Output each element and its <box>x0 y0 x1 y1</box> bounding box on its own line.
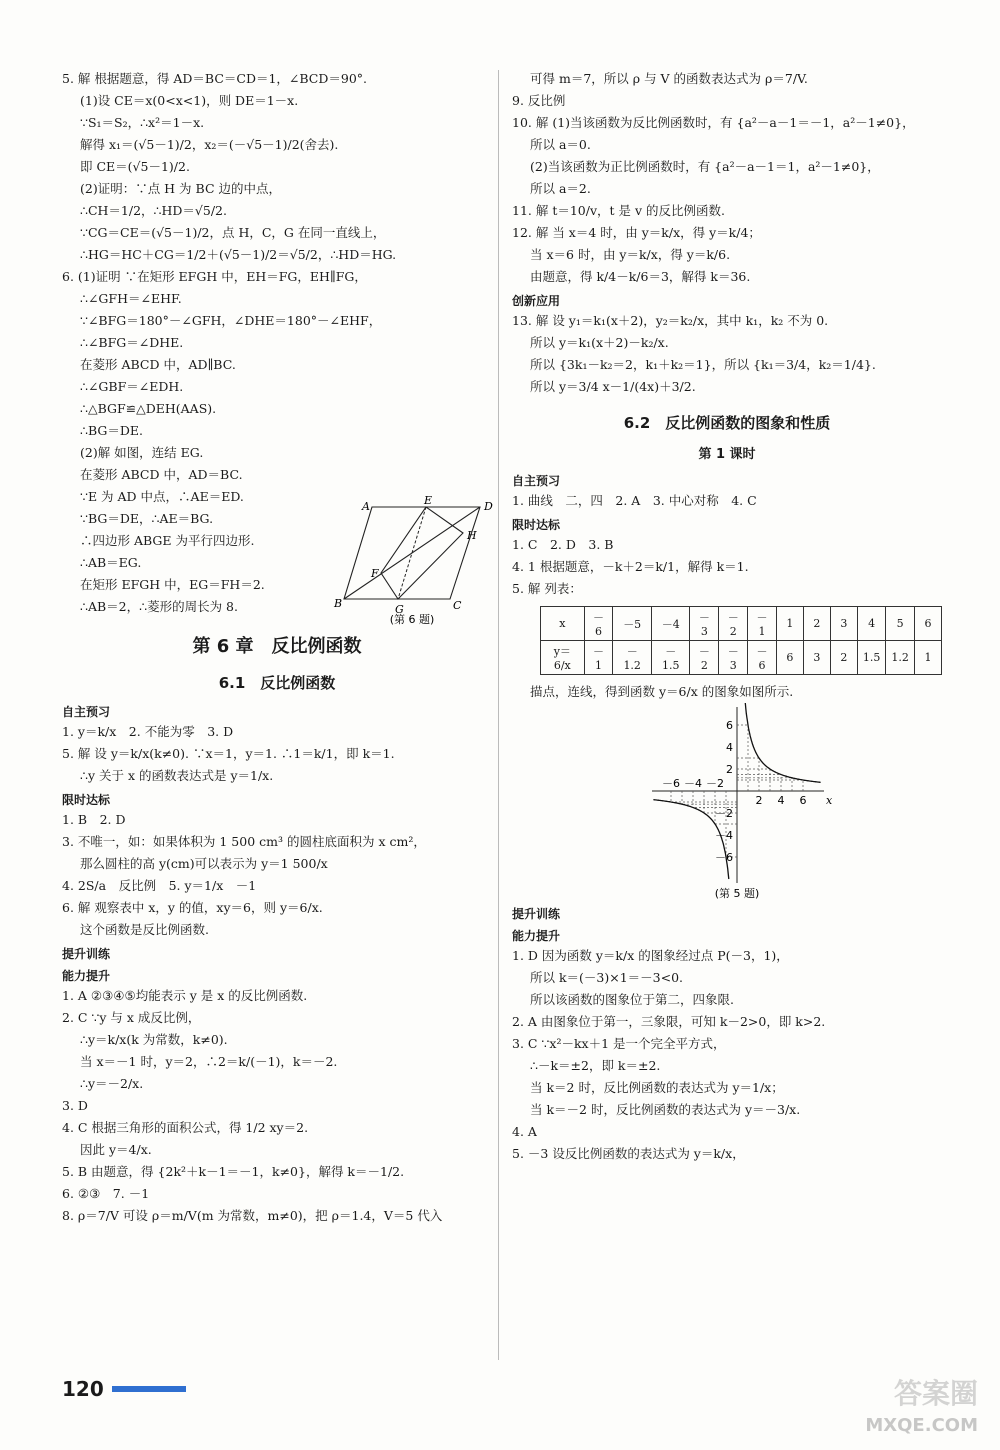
text-line: 因此 y＝4/x. <box>80 1142 152 1157</box>
vertex-label: G <box>395 603 404 616</box>
figure-caption: (第 5 题) <box>714 887 760 900</box>
text-line: 4. 2S/a 反比例 5. y＝1/x －1 <box>62 878 257 893</box>
right-bottom-block <box>512 905 942 1165</box>
right-top-block <box>512 68 942 600</box>
text-line: (2)证明：∵点 H 为 BC 边的中点， <box>80 181 281 196</box>
text-line: ∴BG＝DE. <box>80 423 143 438</box>
section-label: 能力提升 <box>512 929 561 943</box>
text-line: (2)解 如图，连结 EG. <box>80 445 204 460</box>
table-cell: 4 <box>857 607 886 641</box>
y-tick-label: 2 <box>726 763 733 776</box>
x-tick-label: 4 <box>777 794 785 807</box>
page-number-bar <box>112 1386 186 1392</box>
table-header-y: y＝6/x <box>541 641 585 675</box>
vertex-label: D <box>484 500 493 513</box>
section-label: 提升训练 <box>62 947 111 961</box>
table-cell: －3 <box>719 641 748 675</box>
rectangle-efgh <box>381 507 463 599</box>
table-cell: 2 <box>830 641 857 675</box>
text-line: 3. 不唯一，如：如果体积为 1 500 cm³ 的圆柱底面积为 x cm²， <box>62 834 426 849</box>
text-line: 在矩形 EFGH 中，EG＝FH＝2. <box>80 577 265 592</box>
y-tick-label: －2 <box>715 807 733 820</box>
text-line: 那么圆柱的高 y(cm)可以表示为 y＝1 500/x <box>80 856 328 871</box>
text-line: 可得 m＝7，所以 ρ 与 V 的函数表达式为 ρ＝7/V. <box>530 71 808 86</box>
watermark-text: MXQE.COM <box>865 1415 978 1436</box>
text-line: 2. A 由图象位于第一，三象限，可知 k－2>0，即 k>2. <box>512 1014 826 1029</box>
text-line: 1. C 2. D 3. B <box>512 537 614 552</box>
text-line: 6. 解 观察表中 x，y 的值，xy＝6，则 y＝6/x. <box>62 900 323 915</box>
text-line: 在菱形 ABCD 中，AD＝BC. <box>80 467 243 482</box>
table-cell: －6 <box>584 607 613 641</box>
x-tick-label: －6 <box>662 777 680 790</box>
text-line: 所以 a＝2. <box>530 181 591 196</box>
text-line: 1. D 因为函数 y＝k/x 的图象经过点 P(－3，1)， <box>512 948 789 963</box>
text-line: ∴y 关于 x 的函数表达式是 y＝1/x. <box>80 768 274 783</box>
text-line: ∴y＝－2/x. <box>80 1076 144 1091</box>
table-cell: －5 <box>613 607 652 641</box>
table-row-y <box>541 641 942 675</box>
table-cell: －1 <box>584 641 613 675</box>
text-line: 解得 x₁＝(√5－1)/2，x₂＝(－√5－1)/2(舍去). <box>80 137 339 152</box>
text-line: 3. C ∵x²－kx＋1 是一个完全平方式， <box>512 1036 726 1051</box>
value-table <box>540 606 942 675</box>
table-cell: 1 <box>776 607 803 641</box>
vertex-label: H <box>467 529 477 542</box>
table-cell: 5 <box>886 607 915 641</box>
text-line: 9. 反比例 <box>512 93 566 108</box>
text-line: 5. B 由题意，得 {2k²＋k－1＝－1，k≠0}，解得 k＝－1/2. <box>62 1164 405 1179</box>
chapter-title: 第 6 章 反比例函数 <box>192 636 362 657</box>
text-line: 5. 解 列表： <box>512 581 582 596</box>
x-axis-label: x <box>826 794 833 807</box>
table-cell: 6 <box>914 607 941 641</box>
figure-5-wrap <box>512 703 942 901</box>
lesson-title: 第 1 课时 <box>698 447 756 462</box>
page-number: 120 <box>62 1377 104 1401</box>
text-line: 8. ρ＝7/V 可设 ρ＝m/V(m 为常数，m≠0)，把 ρ＝1.4，V＝5 代入 <box>62 1208 443 1223</box>
text-line: 6. ②③ 7. －1 <box>62 1186 150 1201</box>
text-line: 6. (1)证明 ∵在矩形 EFGH 中，EH＝FG，EH∥FG， <box>62 269 367 284</box>
table-cell: －1.2 <box>613 641 652 675</box>
section-label: 创新应用 <box>512 294 561 308</box>
text-line: 5. －3 设反比例函数的表达式为 y＝k/x， <box>512 1146 745 1161</box>
text-line: ∵CG＝CE＝(√5－1)/2，点 H，C，G 在同一直线上， <box>80 225 386 240</box>
text-line: ∴∠GFH＝∠EHF. <box>80 291 182 306</box>
column-divider <box>498 70 499 1360</box>
table-cell: 6 <box>776 641 803 675</box>
y-tick-label: 4 <box>726 741 733 754</box>
text-line: 11. 解 t＝10/v，t 是 v 的反比例函数. <box>512 203 726 218</box>
text-line: 1. 曲线 二，四 2. A 3. 中心对称 4. C <box>512 493 757 508</box>
vertex-label: B <box>334 597 343 610</box>
table-cell: －4 <box>651 607 690 641</box>
table-cell: －1 <box>748 607 777 641</box>
text-line: 1. B 2. D <box>62 812 126 827</box>
watermark-logo <box>818 1372 978 1436</box>
section-label: 自主预习 <box>62 705 111 719</box>
text-line: 描点，连线，得到函数 y＝6/x 的图象如图所示. <box>530 684 794 699</box>
table-cell: 1.2 <box>886 641 915 675</box>
x-tick-label: －2 <box>706 777 724 790</box>
text-line: 1. A ②③④⑤均能表示 y 是 x 的反比例函数. <box>62 988 308 1003</box>
table-header-x: x <box>541 607 585 641</box>
text-line: ∴∠GBF＝∠EDH. <box>80 379 184 394</box>
text-line: ∵BG＝DE，∴AE＝BG. <box>80 511 214 526</box>
text-line: 1. y＝k/x 2. 不能为零 3. D <box>62 724 234 739</box>
text-line: 所以 {3k₁－k₂＝2，k₁＋k₂＝1}，所以 {k₁＝3/4，k₂＝1/4}. <box>530 357 876 372</box>
text-line: 3. D <box>62 1098 88 1113</box>
text-line: 所以 y＝k₁(x＋2)－k₂/x. <box>530 335 669 350</box>
text-line: ∴△BGF≌△DEH(AAS). <box>80 401 217 416</box>
left-column <box>62 68 492 1227</box>
table-cell: －6 <box>748 641 777 675</box>
table-cell: －2 <box>719 607 748 641</box>
text-line: ∵E 为 AD 中点，∴AE＝ED. <box>80 489 244 504</box>
table-cell: 2 <box>803 607 830 641</box>
text-line: 2. C ∵y 与 x 成反比例， <box>62 1010 201 1025</box>
table-cell: 1 <box>914 641 941 675</box>
text-line: 10. 解 (1)当该函数为反比例函数时，有 {a²－a－1＝－1，a²－1≠0}， <box>512 115 915 130</box>
hyperbola-branch-1 <box>745 703 820 782</box>
text-line: (1)设 CE＝x(0<x<1)，则 DE＝1－x. <box>80 93 299 108</box>
text-line: ∵∠BFG＝180°－∠GFH，∠DHE＝180°－∠EHF， <box>80 313 382 328</box>
watermark-cn: 答案圈 <box>893 1377 978 1410</box>
text-line: ∴∠BFG＝∠DHE. <box>80 335 184 350</box>
text-line: 12. 解 当 x＝4 时，由 y＝k/x，得 y＝k/4； <box>512 225 761 240</box>
text-line: 由题意，得 k/4－k/6＝3，解得 k＝36. <box>530 269 751 284</box>
y-tick-label: －4 <box>715 829 733 842</box>
vertex-label: A <box>362 500 370 513</box>
text-line: (2)当该函数为正比例函数时，有 {a²－a－1＝1，a²－1≠0}， <box>530 159 880 174</box>
section-title: 6.1 反比例函数 <box>218 674 336 692</box>
section-label: 能力提升 <box>62 969 111 983</box>
vertex-label: E <box>424 494 433 507</box>
text-line: ∴CH＝1/2，∴HD＝√5/2. <box>80 203 227 218</box>
table-cell: －3 <box>690 607 719 641</box>
y-tick-label: －6 <box>715 851 733 864</box>
table-cell: 3 <box>803 641 830 675</box>
section-label: 限时达标 <box>62 793 111 807</box>
section-label: 自主预习 <box>512 474 561 488</box>
table-cell: －1.5 <box>651 641 690 675</box>
text-line: ∴四边形 ABGE 为平行四边形. <box>80 533 255 548</box>
x-tick-label: 6 <box>799 794 807 807</box>
text-line: 所以 y＝3/4 x－1/(4x)＋3/2. <box>530 379 696 394</box>
section-label: 限时达标 <box>512 518 561 532</box>
text-line: 所以该函数的图象位于第二，四象限. <box>530 992 734 1007</box>
text-line: ∴AB＝EG. <box>80 555 142 570</box>
text-line: 4. C 根据三角形的面积公式，得 1/2 xy＝2. <box>62 1120 309 1135</box>
text-line: ∵S₁＝S₂，∴x²＝1－x. <box>80 115 205 130</box>
section-title: 6.2 反比例函数的图象和性质 <box>623 414 831 432</box>
y-tick-label: 6 <box>726 719 733 732</box>
figure-6-rhombus <box>330 494 493 630</box>
table-row-x <box>541 607 942 641</box>
text-line: ∴HG＝HC＋CG＝1/2＋(√5－1)/2＝√5/2，∴HD＝HG. <box>80 247 397 262</box>
right-column <box>512 68 942 1165</box>
right-mid-block <box>512 681 942 703</box>
text-line: 这个函数是反比例函数. <box>80 922 209 937</box>
x-tick-label: －4 <box>684 777 702 790</box>
text-line: 当 k＝2 时，反比例函数的表达式为 y＝1/x； <box>530 1080 784 1095</box>
text-line: 5. 解 根据题意，得 AD＝BC＝CD＝1，∠BCD＝90°. <box>62 71 368 86</box>
figure-caption: (第 6 题) <box>389 613 435 626</box>
text-line: 在菱形 ABCD 中，AD∥BC. <box>80 357 236 372</box>
text-line: ∴－k＝±2，即 k＝±2. <box>530 1058 661 1073</box>
x-tick-label: 2 <box>755 794 763 807</box>
table-cell: 3 <box>830 607 857 641</box>
text-line: 5. 解 设 y＝k/x(k≠0). ∵x＝1，y＝1. ∴1＝k/1，即 k＝1. <box>62 746 395 761</box>
table-cell: －2 <box>690 641 719 675</box>
text-line: ∴y＝k/x(k 为常数，k≠0). <box>80 1032 228 1047</box>
text-line: 当 x＝－1 时，y＝2，∴2＝k/(－1)，k＝－2. <box>80 1054 338 1069</box>
text-line: 即 CE＝(√5－1)/2. <box>80 159 190 174</box>
text-line: 13. 解 设 y₁＝k₁(x＋2)，y₂＝k₂/x，其中 k₁，k₂ 不为 0. <box>512 313 829 328</box>
text-line: 4. A <box>512 1124 537 1139</box>
table-cell: 1.5 <box>857 641 886 675</box>
text-line: 所以 k＝(－3)×1＝－3<0. <box>530 970 684 985</box>
vertex-label: C <box>453 599 462 612</box>
figure-5-graph <box>642 703 832 901</box>
vertex-label: F <box>371 567 379 580</box>
text-line: 所以 a＝0. <box>530 137 591 152</box>
section-label: 提升训练 <box>512 907 561 921</box>
text-line: ∴AB＝2，∴菱形的周长为 8. <box>80 599 238 614</box>
text-line: 4. 1 根据题意，－k＋2＝k/1，解得 k＝1. <box>512 559 749 574</box>
text-line: 当 x＝6 时，由 y＝k/x，得 y＝k/6. <box>530 247 731 262</box>
text-line: 当 k＝－2 时，反比例函数的表达式为 y＝－3/x. <box>530 1102 801 1117</box>
